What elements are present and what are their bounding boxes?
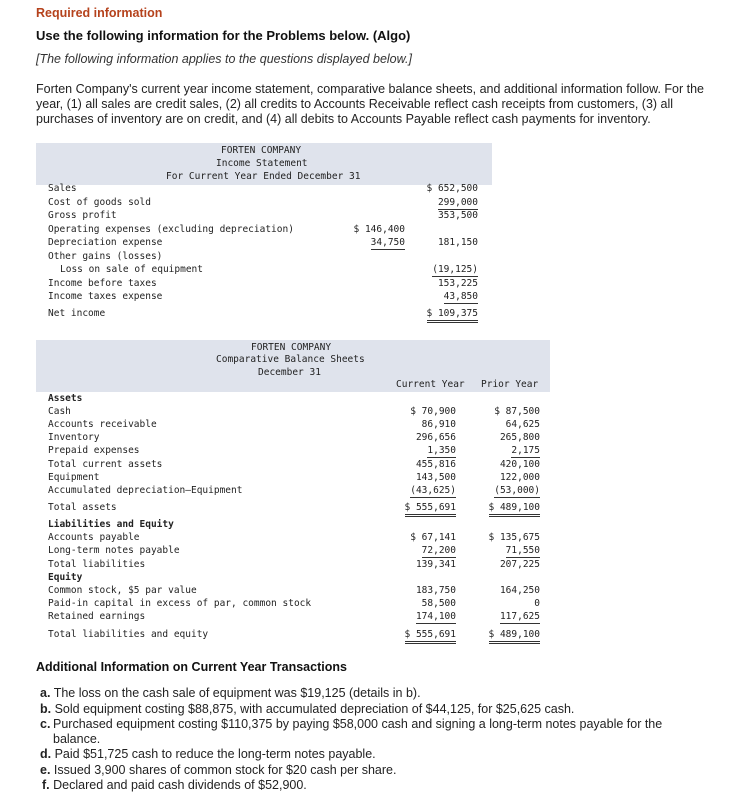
bs-row-accounts-payable: Accounts payable $ 67,141 $ 135,675: [48, 532, 540, 543]
bs-row-total-liabilities-equity: Total liabilities and equity $ 555,691 $ 489,100: [36, 628, 520, 641]
additional-item-f: f. Declared and paid cash dividends of $52,900.: [42, 778, 307, 792]
is-row-income-taxes: Income taxes expense 43,850: [48, 291, 478, 302]
bs-assets-heading: Assets: [48, 393, 83, 404]
company-name: FORTEN COMPANY: [251, 342, 332, 353]
col-header-current-year: Current Year: [396, 379, 465, 390]
income-statement-header: [36, 143, 492, 185]
bs-row-common-stock: Common stock, $5 par value 183,750 164,250: [48, 585, 540, 596]
is-row-cogs: Cost of goods sold 299,000: [48, 197, 478, 208]
additional-info-heading: Additional Information on Current Year Transactions: [36, 660, 347, 674]
bs-row-prepaid-expenses: Prepaid expenses 1,350 2,175: [48, 445, 540, 456]
income-statement: [36, 143, 520, 328]
is-row-sales: Sales $ 652,500: [48, 183, 478, 194]
bs-row-total-liabilities: Total liabilities 139,341 207,225: [48, 559, 540, 570]
additional-item-d: d. Paid $51,725 cash to reduce the long-term notes payable.: [40, 747, 376, 761]
is-row-income-before-taxes: Income before taxes 153,225: [48, 278, 478, 289]
is-row-loss-on-sale: Loss on sale of equipment (19,125): [60, 264, 478, 275]
bs-row-inventory: Inventory 296,656 265,800: [48, 432, 540, 443]
is-row-gross-profit: Gross profit 353,500: [48, 210, 478, 221]
bs-row-total-assets: Total assets $ 555,691 $ 489,100: [36, 501, 520, 514]
statement-period: For Current Year Ended December 31: [166, 171, 361, 182]
bs-row-equipment: Equipment 143,500 122,000: [48, 472, 540, 483]
is-row-other-gains: Other gains (losses): [48, 251, 163, 262]
bs-row-total-current-assets: Total current assets 455,816 420,100: [48, 459, 540, 470]
is-row-depreciation: Depreciation expense 34,750 181,150: [48, 237, 478, 248]
bs-liabilities-equity-heading: Liabilities and Equity: [48, 519, 174, 530]
balance-sheet: [36, 340, 550, 645]
bs-row-long-term-notes: Long-term notes payable 72,200 71,550: [48, 545, 540, 556]
statement-title: Income Statement: [216, 158, 308, 169]
additional-item-b: b. Sold equipment costing $88,875, with accumulated depreciation of $44,125, for $25,625 cash.: [40, 702, 575, 716]
statement-date: December 31: [258, 367, 321, 378]
statement-title: Comparative Balance Sheets: [216, 354, 365, 365]
bs-row-cash: Cash $ 70,900 $ 87,500: [48, 406, 540, 417]
company-name: FORTEN COMPANY: [221, 145, 302, 156]
is-row-net-income: Net income $ 109,375: [36, 307, 520, 320]
bs-row-accounts-receivable: Accounts receivable 86,910 64,625: [48, 419, 540, 430]
col-header-prior-year: Prior Year: [481, 379, 539, 390]
additional-item-a: a. The loss on the cash sale of equipment was $19,125 (details in b).: [40, 686, 421, 700]
balance-sheet-header: [36, 340, 550, 392]
problem-note: [The following information applies to the questions displayed below.]: [36, 52, 412, 66]
bs-row-paid-in-capital: Paid-in capital in excess of par, common stock 58,500 0: [48, 598, 540, 609]
problem-heading: Use the following information for the Problems below. (Algo): [36, 28, 411, 43]
required-information-title: Required information: [36, 6, 163, 20]
additional-item-c-letter: c.: [40, 717, 51, 731]
bs-equity-heading: Equity: [48, 572, 83, 583]
additional-item-e: e. Issued 3,900 shares of common stock for $20 cash per share.: [40, 763, 397, 777]
bs-row-retained-earnings: Retained earnings 174,100 117,625: [48, 611, 540, 622]
is-row-opex: Operating expenses (excluding depreciation) $ 146,400: [48, 224, 405, 235]
problem-description: Forten Company's current year income statement, comparative balance sheets, and additional information follow. For the year, (1) all sales are credit sales, (2) all credits to Accounts Receivable reflect cash receipts from customers, (3) all purchases of inventory are on credit, and (4) all debits to Accounts Payable reflect cash payments for inventory.: [36, 82, 705, 126]
bs-row-accumulated-depreciation: Accumulated depreciation—Equipment (43,625) (53,000): [48, 485, 540, 496]
additional-item-c: Purchased equipment costing $110,375 by paying $58,000 cash and signing a long-term notes payable for the balance.: [53, 717, 663, 746]
